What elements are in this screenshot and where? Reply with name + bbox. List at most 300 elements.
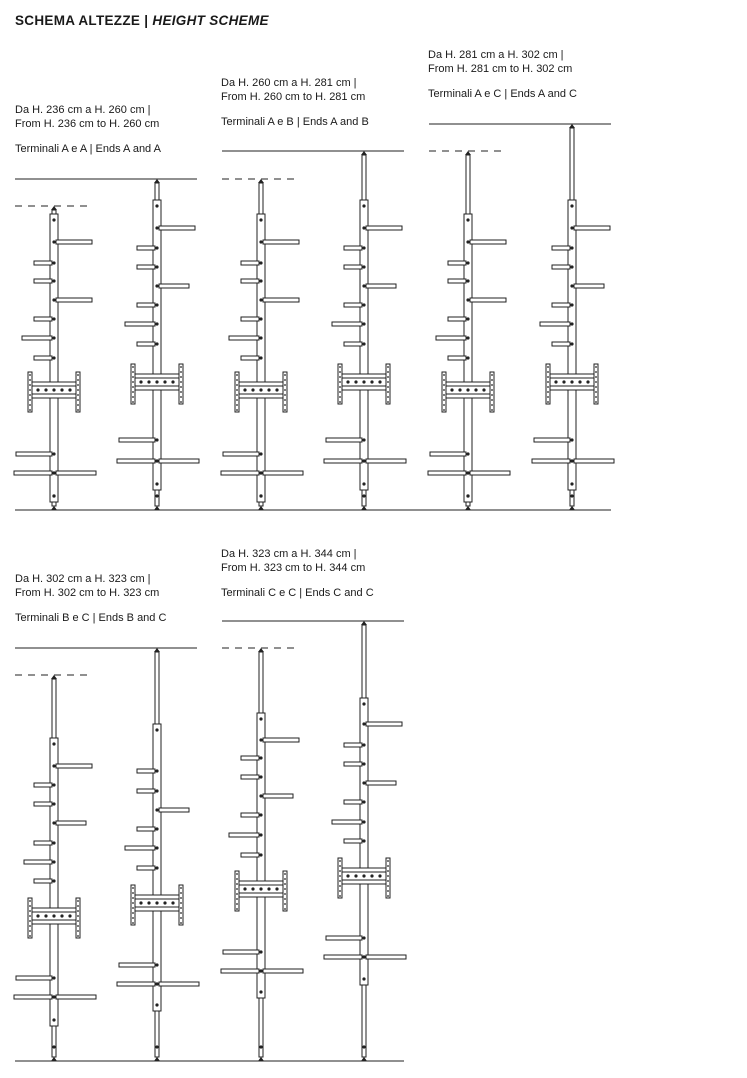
shelf-bar bbox=[366, 955, 406, 959]
inner-tube-upper bbox=[259, 183, 263, 214]
bolt-dot bbox=[155, 808, 158, 811]
bracket-arm-lower bbox=[342, 386, 386, 390]
rail-hole bbox=[77, 935, 79, 937]
bolt-dot bbox=[52, 914, 55, 917]
bolt-dot bbox=[362, 762, 365, 765]
bolt-dot bbox=[155, 342, 158, 345]
bolt-dot bbox=[570, 494, 573, 497]
bracket-left-rail bbox=[28, 372, 32, 412]
bolt-dot bbox=[52, 1045, 55, 1048]
bolt-dot bbox=[466, 240, 469, 243]
rail-hole bbox=[132, 376, 134, 378]
bolt-dot bbox=[362, 820, 365, 823]
rail-hole bbox=[387, 376, 389, 378]
rail-hole bbox=[387, 371, 389, 373]
rail-hole bbox=[77, 920, 79, 922]
bolt-dot bbox=[52, 494, 55, 497]
shelf-bar bbox=[344, 265, 362, 269]
rail-hole bbox=[491, 399, 493, 401]
bolt-dot bbox=[52, 388, 55, 391]
shelf-bar bbox=[34, 261, 52, 265]
rail-hole bbox=[491, 409, 493, 411]
rail-hole bbox=[491, 389, 493, 391]
shelf-bar bbox=[22, 336, 52, 340]
rail-hole bbox=[236, 394, 238, 396]
shelf-bar bbox=[552, 303, 570, 307]
rail-hole bbox=[339, 860, 341, 862]
bolt-dot bbox=[259, 240, 262, 243]
rail-hole bbox=[491, 374, 493, 376]
bolt-dot bbox=[155, 494, 158, 497]
rail-hole bbox=[339, 381, 341, 383]
bolt-dot bbox=[155, 827, 158, 830]
rail-hole bbox=[77, 925, 79, 927]
bolt-dot bbox=[155, 438, 158, 441]
bolt-dot bbox=[52, 1018, 55, 1021]
inner-tube-lower bbox=[52, 1026, 56, 1057]
bolt-dot bbox=[570, 246, 573, 249]
top-cap-icon bbox=[361, 151, 367, 155]
bolt-dot bbox=[52, 841, 55, 844]
foot-icon bbox=[51, 1057, 57, 1061]
bolt-dot bbox=[362, 955, 365, 958]
bolt-dot bbox=[155, 901, 158, 904]
rail-hole bbox=[29, 409, 31, 411]
rail-hole bbox=[387, 890, 389, 892]
rail-hole bbox=[284, 379, 286, 381]
inner-tube-upper bbox=[570, 128, 574, 200]
caption-ends: Terminali B e C | Ends B and C bbox=[15, 612, 167, 624]
caption-en: From H. 323 cm to H. 344 cm bbox=[221, 561, 366, 574]
shelf-bar bbox=[56, 821, 86, 825]
bolt-dot bbox=[362, 438, 365, 441]
bolt-dot bbox=[259, 298, 262, 301]
bolt-dot bbox=[147, 380, 150, 383]
rail-hole bbox=[132, 917, 134, 919]
bolt-dot bbox=[362, 246, 365, 249]
shelf-bar bbox=[137, 827, 155, 831]
rail-hole bbox=[77, 930, 79, 932]
rail-hole bbox=[77, 905, 79, 907]
shelf-bar bbox=[56, 298, 92, 302]
shelf-bar bbox=[223, 950, 259, 954]
foot-icon bbox=[465, 506, 471, 510]
bolt-dot bbox=[570, 380, 573, 383]
shelf-bar bbox=[137, 789, 155, 793]
rail-hole bbox=[284, 389, 286, 391]
bolt-dot bbox=[458, 388, 461, 391]
rail-hole bbox=[387, 386, 389, 388]
rail-hole bbox=[339, 366, 341, 368]
rail-hole bbox=[77, 900, 79, 902]
rail-hole bbox=[547, 401, 549, 403]
bolt-dot bbox=[466, 388, 469, 391]
rail-hole bbox=[180, 386, 182, 388]
rail-hole bbox=[132, 912, 134, 914]
bolt-dot bbox=[52, 742, 55, 745]
bolt-dot bbox=[155, 246, 158, 249]
rail-hole bbox=[595, 376, 597, 378]
shelf-bar bbox=[436, 336, 466, 340]
rail-hole bbox=[595, 396, 597, 398]
shelf-bar bbox=[574, 459, 614, 463]
bracket-arm-lower bbox=[32, 920, 76, 924]
rail-hole bbox=[387, 860, 389, 862]
shelf-bar bbox=[344, 839, 362, 843]
inner-tube-upper bbox=[362, 625, 366, 698]
inner-tube-lower bbox=[52, 502, 56, 506]
bolt-dot bbox=[251, 887, 254, 890]
bolt-dot bbox=[362, 459, 365, 462]
rail-hole bbox=[387, 870, 389, 872]
rail-hole bbox=[29, 925, 31, 927]
bolt-dot bbox=[259, 388, 262, 391]
rail-hole bbox=[387, 865, 389, 867]
bracket-arm-upper bbox=[342, 868, 386, 872]
rail-hole bbox=[29, 915, 31, 917]
bolt-dot bbox=[259, 887, 262, 890]
shelf-bar bbox=[56, 995, 96, 999]
rail-hole bbox=[180, 907, 182, 909]
bolt-dot bbox=[155, 322, 158, 325]
shelf-bar bbox=[137, 769, 155, 773]
shelf-bar bbox=[428, 471, 466, 475]
shelf-bar bbox=[574, 284, 604, 288]
rail-hole bbox=[236, 404, 238, 406]
rail-hole bbox=[284, 893, 286, 895]
shelf-bar bbox=[326, 438, 362, 442]
shelf-bar bbox=[159, 284, 189, 288]
bolt-dot bbox=[362, 494, 365, 497]
bracket-right-rail bbox=[594, 364, 598, 404]
bolt-dot bbox=[362, 936, 365, 939]
rail-hole bbox=[180, 371, 182, 373]
shelf-bar bbox=[119, 438, 155, 442]
shelf-bar bbox=[344, 800, 362, 804]
rail-hole bbox=[132, 897, 134, 899]
shelf-bar bbox=[241, 317, 259, 321]
shelf-bar bbox=[470, 240, 506, 244]
bolt-dot bbox=[155, 728, 158, 731]
shelf-bar bbox=[344, 342, 362, 346]
bolt-dot bbox=[570, 342, 573, 345]
rail-hole bbox=[132, 371, 134, 373]
shelf-bar bbox=[263, 240, 299, 244]
bolt-dot bbox=[52, 317, 55, 320]
shelf-bar bbox=[34, 783, 52, 787]
bolt-dot bbox=[155, 380, 158, 383]
bolt-dot bbox=[52, 879, 55, 882]
bracket-right-rail bbox=[179, 364, 183, 404]
bolt-dot bbox=[259, 336, 262, 339]
bracket-arm-upper bbox=[32, 908, 76, 912]
shelf-bar bbox=[332, 322, 362, 326]
bolt-dot bbox=[570, 438, 573, 441]
rail-hole bbox=[547, 391, 549, 393]
bolt-dot bbox=[466, 452, 469, 455]
rail-hole bbox=[339, 371, 341, 373]
shelf-bar bbox=[241, 261, 259, 265]
shelf-bar bbox=[366, 226, 402, 230]
rail-hole bbox=[284, 399, 286, 401]
inner-tube-upper bbox=[52, 679, 56, 738]
rail-hole bbox=[132, 922, 134, 924]
rail-hole bbox=[387, 880, 389, 882]
bolt-dot bbox=[275, 887, 278, 890]
foot-icon bbox=[569, 506, 575, 510]
rail-hole bbox=[132, 401, 134, 403]
rail-hole bbox=[491, 394, 493, 396]
bolt-dot bbox=[362, 322, 365, 325]
rail-hole bbox=[180, 917, 182, 919]
inner-tube-lower bbox=[155, 490, 159, 506]
rail-hole bbox=[491, 384, 493, 386]
foot-icon bbox=[258, 1057, 264, 1061]
rail-hole bbox=[132, 902, 134, 904]
bracket-left-rail bbox=[338, 858, 342, 898]
shelf-bar bbox=[344, 246, 362, 250]
bolt-dot bbox=[52, 240, 55, 243]
bolt-dot bbox=[570, 265, 573, 268]
bolt-dot bbox=[259, 494, 262, 497]
caption-ends: Terminali A e C | Ends A and C bbox=[428, 88, 577, 100]
bolt-dot bbox=[52, 783, 55, 786]
rail-hole bbox=[77, 915, 79, 917]
bolt-dot bbox=[562, 380, 565, 383]
shelf-bar bbox=[263, 969, 303, 973]
bolt-dot bbox=[52, 261, 55, 264]
bracket-arm-upper bbox=[446, 382, 490, 386]
bracket-arm-upper bbox=[239, 382, 283, 386]
caption-it: Da H. 236 cm a H. 260 cm | bbox=[15, 104, 151, 116]
bolt-dot bbox=[155, 769, 158, 772]
rail-hole bbox=[339, 865, 341, 867]
rail-hole bbox=[29, 404, 31, 406]
shelf-bar bbox=[263, 738, 299, 742]
bolt-dot bbox=[346, 874, 349, 877]
rail-hole bbox=[387, 885, 389, 887]
bolt-dot bbox=[570, 204, 573, 207]
shelf-bar bbox=[241, 813, 259, 817]
bracket-arm-upper bbox=[135, 374, 179, 378]
bolt-dot bbox=[570, 226, 573, 229]
bracket-left-rail bbox=[442, 372, 446, 412]
rail-hole bbox=[284, 903, 286, 905]
inner-tube-upper bbox=[155, 183, 159, 200]
bolt-dot bbox=[362, 743, 365, 746]
shelf-bar bbox=[430, 452, 466, 456]
bolt-dot bbox=[155, 1045, 158, 1048]
rail-hole bbox=[284, 873, 286, 875]
bracket-arm-upper bbox=[239, 881, 283, 885]
bracket-arm-lower bbox=[135, 386, 179, 390]
rail-hole bbox=[443, 384, 445, 386]
bolt-dot bbox=[466, 317, 469, 320]
inner-tube-lower bbox=[259, 502, 263, 506]
foot-icon bbox=[154, 506, 160, 510]
bolt-dot bbox=[586, 380, 589, 383]
rail-hole bbox=[236, 389, 238, 391]
shelf-bar bbox=[366, 781, 396, 785]
bracket-right-rail bbox=[76, 898, 80, 938]
rail-hole bbox=[339, 386, 341, 388]
bolt-dot bbox=[362, 265, 365, 268]
shelf-bar bbox=[448, 279, 466, 283]
rail-hole bbox=[77, 394, 79, 396]
rail-hole bbox=[236, 384, 238, 386]
shelf-bar bbox=[137, 342, 155, 346]
shelf-bar bbox=[552, 246, 570, 250]
bolt-dot bbox=[171, 380, 174, 383]
bracket-left-rail bbox=[235, 372, 239, 412]
bracket-arm-lower bbox=[446, 394, 490, 398]
bracket-right-rail bbox=[283, 372, 287, 412]
shelf-bar bbox=[324, 955, 362, 959]
rail-hole bbox=[339, 895, 341, 897]
rail-hole bbox=[29, 374, 31, 376]
shelf-bar bbox=[552, 265, 570, 269]
bolt-dot bbox=[362, 284, 365, 287]
rail-hole bbox=[284, 908, 286, 910]
shelf-bar bbox=[137, 265, 155, 269]
shelf-bar bbox=[117, 459, 155, 463]
bolt-dot bbox=[570, 284, 573, 287]
bracket-left-rail bbox=[131, 364, 135, 404]
bracket-left-rail bbox=[235, 871, 239, 911]
shelf-bar bbox=[34, 841, 52, 845]
bolt-dot bbox=[52, 764, 55, 767]
bolt-dot bbox=[60, 388, 63, 391]
inner-tube-upper bbox=[155, 652, 159, 724]
bracket-left-rail bbox=[546, 364, 550, 404]
shelf-bar bbox=[470, 471, 510, 475]
bolt-dot bbox=[171, 901, 174, 904]
rail-hole bbox=[339, 885, 341, 887]
rail-hole bbox=[595, 366, 597, 368]
bolt-dot bbox=[362, 342, 365, 345]
shelf-bar bbox=[552, 342, 570, 346]
bracket-arm-lower bbox=[239, 394, 283, 398]
bolt-dot bbox=[259, 279, 262, 282]
inner-tube-upper bbox=[52, 210, 56, 214]
shelf-bar bbox=[366, 459, 406, 463]
rail-hole bbox=[132, 887, 134, 889]
bolt-dot bbox=[259, 756, 262, 759]
rail-hole bbox=[29, 389, 31, 391]
bolt-dot bbox=[259, 969, 262, 972]
bolt-dot bbox=[147, 901, 150, 904]
rail-hole bbox=[29, 905, 31, 907]
bolt-dot bbox=[362, 1045, 365, 1048]
bracket-arm-lower bbox=[239, 893, 283, 897]
rail-hole bbox=[236, 908, 238, 910]
rail-hole bbox=[236, 379, 238, 381]
bolt-dot bbox=[450, 388, 453, 391]
rail-hole bbox=[132, 907, 134, 909]
bolt-dot bbox=[243, 887, 246, 890]
shelf-bar bbox=[263, 471, 303, 475]
rail-hole bbox=[443, 409, 445, 411]
bolt-dot bbox=[362, 874, 365, 877]
bolt-dot bbox=[259, 853, 262, 856]
shelf-bar bbox=[34, 879, 52, 883]
caption-ends: Terminali A e B | Ends A and B bbox=[221, 116, 369, 128]
shelf-bar bbox=[56, 240, 92, 244]
bolt-dot bbox=[259, 775, 262, 778]
bracket-left-rail bbox=[28, 898, 32, 938]
shelf-bar bbox=[263, 794, 293, 798]
rail-hole bbox=[491, 404, 493, 406]
caption-en: From H. 302 cm to H. 323 cm bbox=[15, 586, 160, 599]
bolt-dot bbox=[354, 380, 357, 383]
rail-hole bbox=[236, 888, 238, 890]
bracket-right-rail bbox=[386, 858, 390, 898]
rail-hole bbox=[443, 399, 445, 401]
bolt-dot bbox=[474, 388, 477, 391]
bolt-dot bbox=[155, 963, 158, 966]
inner-tube-lower bbox=[570, 490, 574, 506]
rail-hole bbox=[284, 878, 286, 880]
shelf-bar bbox=[344, 762, 362, 766]
shelf-bar bbox=[125, 846, 155, 850]
bolt-dot bbox=[362, 781, 365, 784]
bolt-dot bbox=[362, 482, 365, 485]
rail-hole bbox=[547, 376, 549, 378]
rail-hole bbox=[180, 912, 182, 914]
bolt-dot bbox=[259, 356, 262, 359]
bolt-dot bbox=[370, 874, 373, 877]
bolt-dot bbox=[362, 204, 365, 207]
rail-hole bbox=[29, 930, 31, 932]
rail-hole bbox=[284, 898, 286, 900]
rail-hole bbox=[547, 371, 549, 373]
bolt-dot bbox=[52, 452, 55, 455]
bolt-dot bbox=[52, 802, 55, 805]
bolt-dot bbox=[163, 901, 166, 904]
bolt-dot bbox=[370, 380, 373, 383]
foot-icon bbox=[361, 506, 367, 510]
bracket-right-rail bbox=[76, 372, 80, 412]
shelf-bar bbox=[470, 298, 506, 302]
rail-hole bbox=[284, 888, 286, 890]
foot-icon bbox=[258, 506, 264, 510]
shelf-bar bbox=[241, 775, 259, 779]
shelf-bar bbox=[326, 936, 362, 940]
caption-ends: Terminali A e A | Ends A and A bbox=[15, 143, 161, 155]
rail-hole bbox=[236, 903, 238, 905]
caption-it: Da H. 281 cm a H. 302 cm | bbox=[428, 49, 564, 61]
bolt-dot bbox=[155, 459, 158, 462]
rail-hole bbox=[595, 386, 597, 388]
bolt-dot bbox=[362, 303, 365, 306]
rail-hole bbox=[180, 366, 182, 368]
bolt-dot bbox=[267, 887, 270, 890]
rail-hole bbox=[132, 366, 134, 368]
shelf-bar bbox=[119, 963, 155, 967]
bolt-dot bbox=[466, 494, 469, 497]
bolt-dot bbox=[354, 874, 357, 877]
rail-hole bbox=[236, 898, 238, 900]
rail-hole bbox=[547, 366, 549, 368]
bolt-dot bbox=[44, 914, 47, 917]
rail-hole bbox=[132, 892, 134, 894]
rail-hole bbox=[236, 883, 238, 885]
bolt-dot bbox=[362, 800, 365, 803]
shelf-bar bbox=[344, 743, 362, 747]
bolt-dot bbox=[52, 356, 55, 359]
rail-hole bbox=[77, 399, 79, 401]
foot-icon bbox=[51, 506, 57, 510]
